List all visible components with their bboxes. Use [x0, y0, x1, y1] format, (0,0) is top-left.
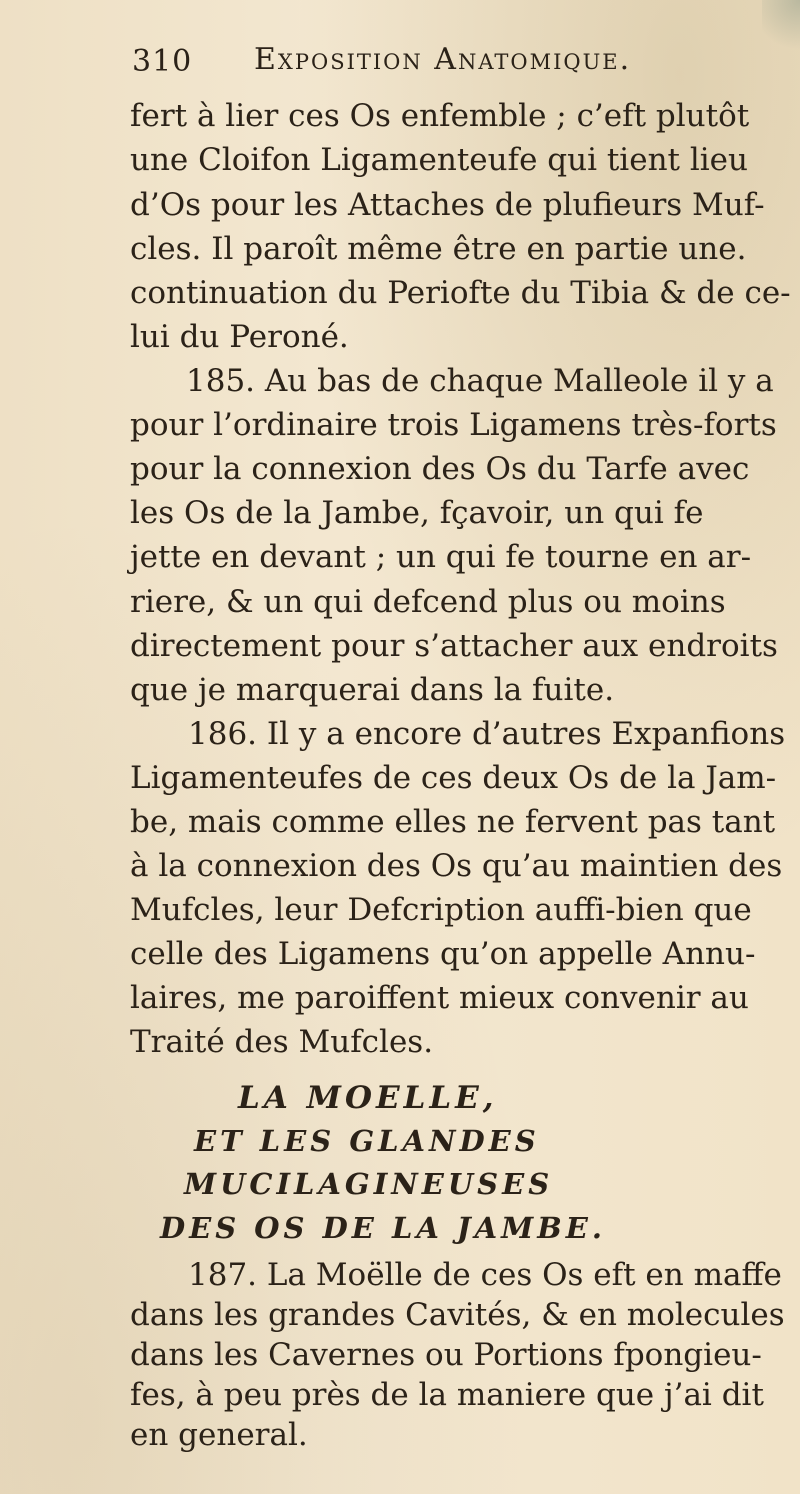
heading-line-4: DES OS DE LA JAMBE.	[160, 1211, 606, 1245]
text-line: Traité des Mufcles.	[130, 1024, 434, 1060]
heading-line-2: ET LES GLANDES	[194, 1124, 540, 1158]
text-line: riere, & un qui defcend plus ou moins	[130, 584, 726, 620]
text-line: celle des Ligamens qu’on appelle Annu-	[130, 936, 756, 972]
page-number: 310	[132, 44, 193, 79]
text-line: Ligamenteufes de ces deux Os de la Jam-	[130, 760, 777, 796]
text-line: directement pour s’attacher aux endroits	[130, 628, 778, 664]
text-line: cles. Il paroît même être en partie une.	[130, 231, 747, 267]
text-line: Mufcles, leur Defcription auffi-bien que	[130, 892, 752, 928]
text-line: fes, à peu près de la maniere que j’ai dit	[130, 1377, 764, 1413]
text-line: dans les grandes Cavités, & en molecules	[130, 1297, 785, 1333]
text-line: continuation du Periofte du Tibia & de ce-	[130, 275, 791, 311]
heading-line-1: LA MOELLE,	[238, 1080, 498, 1116]
text-line: pour l’ordinaire trois Ligamens très-forts	[130, 407, 777, 443]
text-line: à la connexion des Os qu’au maintien des	[130, 848, 783, 884]
text-line: d’Os pour les Attaches de plufieurs Muf-	[130, 187, 765, 223]
text-line: en general.	[130, 1417, 308, 1453]
text-line: dans les Cavernes ou Portions fpongieu-	[130, 1337, 762, 1373]
text-line: lui du Peroné.	[130, 319, 349, 355]
text-line: pour la connexion des Os du Tarfe avec	[130, 451, 750, 487]
text-line: une Cloifon Ligamenteufe qui tient lieu	[130, 142, 748, 178]
text-line: les Os de la Jambe, fçavoir, un qui fe	[130, 495, 704, 531]
paragraph-185-start: 185. Au bas de chaque Malleole il y a	[186, 363, 774, 399]
paragraph-187-start: 187. La Moëlle de ces Os eft en maffe	[188, 1257, 782, 1293]
text-line: laires, me paroiffent mieux convenir au	[130, 980, 749, 1016]
paragraph-186-start: 186. Il y a encore d’autres Expanfions	[188, 716, 786, 752]
text-line: que je marquerai dans la fuite.	[130, 672, 615, 708]
page-header	[132, 44, 692, 84]
text-line: fert à lier ces Os enfemble ; c’eft plutôt	[130, 98, 750, 134]
running-title: Exposition Anatomique.	[254, 42, 632, 77]
heading-line-3: MUCILAGINEUSES	[184, 1167, 554, 1201]
text-line: jette en devant ; un qui fe tourne en ar-	[130, 539, 752, 575]
page-edge-stain	[762, 0, 800, 60]
text-line: be, mais comme elles ne fervent pas tant	[130, 804, 776, 840]
